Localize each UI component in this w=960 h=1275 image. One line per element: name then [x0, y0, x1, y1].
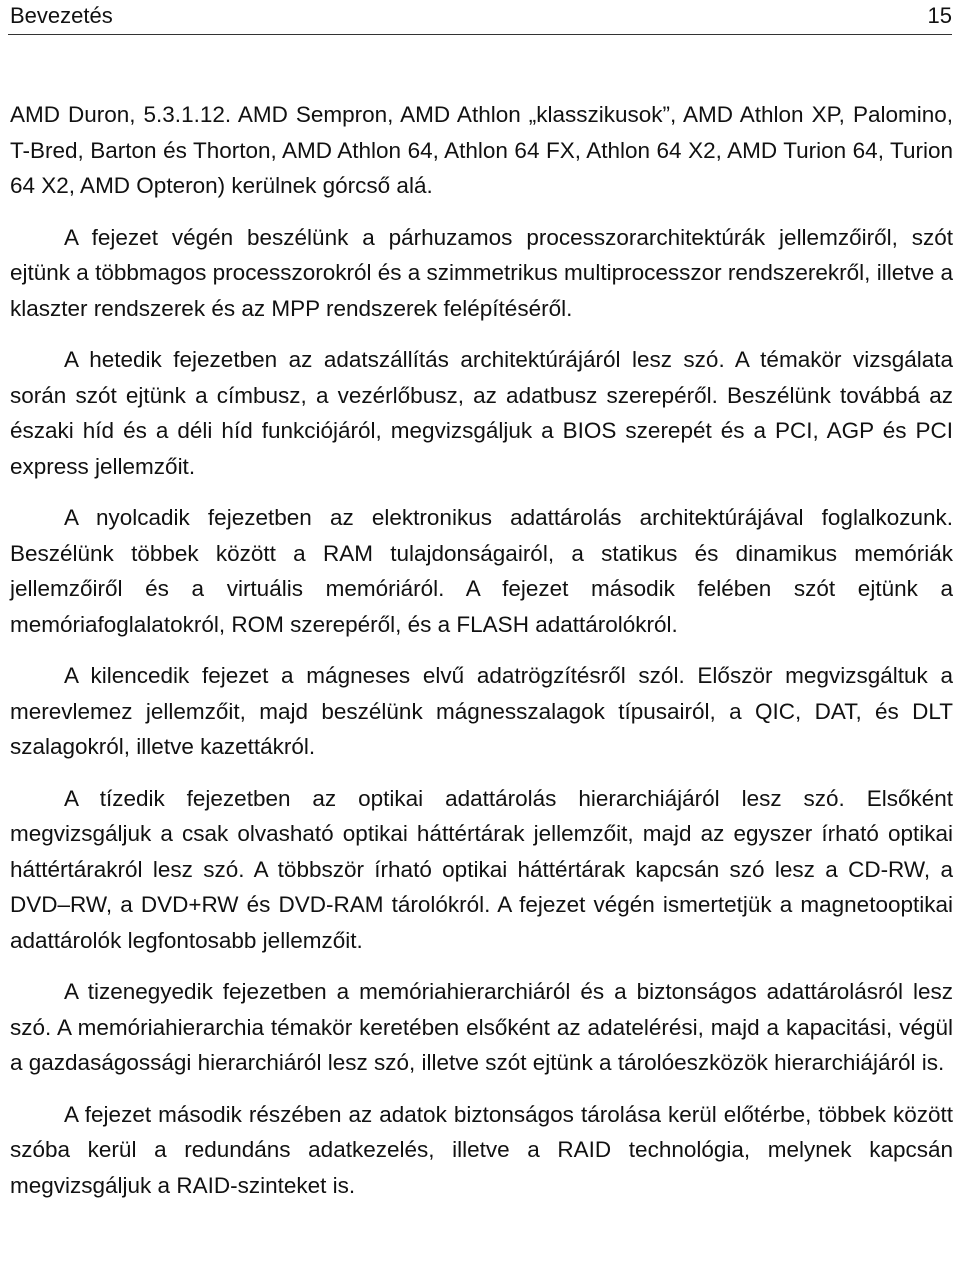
- paragraph: A kilencedik fejezet a mágneses elvű adatrögzítésről szól. Először megvizsgáltuk a merevlemez jellemzőit, majd beszélünk mágnesszalagok típusairól, a QIC, DAT, és DLT szalagokról, illetve kazettákról.: [10, 663, 953, 759]
- page-number: 15: [927, 3, 952, 28]
- paragraph: A fejezet végén beszélünk a párhuzamos processzorarchitektúrák jellemzőiről, szót ejtünk a többmagos processzorokról és a szimmetrikus multiprocesszor rendszerekről, illetve a klaszter rendszerek és az MPP rendszerek felépítéséről.: [10, 224, 953, 321]
- body-text: [10, 97, 953, 1219]
- paragraph: A nyolcadik fejezetben az elektronikus adattárolás architektúrájával foglalkozunk. Beszélünk többek között a RAM tulajdonságairól, a statikus és dinamikus memóriák jellemzőiről és a virtuális memóriáról. A fejezet második felében szót ejtünk a memóriafoglalatokról, ROM szerepéről, és a FLASH adattárolókról.: [10, 505, 953, 637]
- running-title: Bevezetés: [10, 3, 113, 28]
- paragraph: A tízedik fejezetben az optikai adattárolás hierarchiájáról lesz szó. Elsőként megvizsgáljuk a csak olvasható optikai háttértárak jellemzőit, majd az egyszer írható optikai háttértárakról lesz szó. A többször írható optikai háttértárak kapcsán szó lesz a CD-RW, a DVD–RW, a DVD+RW és DVD-RAM tárolókról. A fejezet végén ismertetjük a magnetooptikai adattárolók legfontosabb jellemzőit.: [10, 785, 953, 953]
- paragraph-continuation: AMD Duron, 5.3.1.12. AMD Sempron, AMD Athlon „klasszikusok”, AMD Athlon XP, Palomino, T-Bred, Barton és Thorton, AMD Athlon 64, Athlon 64 FX, Athlon 64 X2, AMD Turion 64, Turion 64 X2, AMD Opteron) kerülnek górcső alá.: [10, 102, 953, 198]
- paragraph: A fejezet második részében az adatok biztonságos tárolása kerül előtérbe, többek között szóba kerül a redundáns adatkezelés, illetve a RAID technológia, melynek kapcsán megvizsgáljuk a RAID-szinteket is.: [10, 1101, 953, 1198]
- paragraph: A hetedik fejezetben az adatszállítás architektúrájáról lesz szó. A témakör vizsgálata során szót ejtünk a címbusz, a vezérlőbusz, az adatbusz szerepéről. Beszélünk továbbá az északi híd és a déli híd funkciójáról, megvizsgáljuk a BIOS szerepét és a PCI, AGP és PCI express jellemzőit.: [10, 347, 953, 479]
- paragraph: A tizenegyedik fejezetben a memóriahierarchiáról és a biztonságos adattárolásról lesz szó. A memóriahierarchia témakör keretében elsőként az adatelérési, majd a kapacitási, végül a gazdaságossági hierarchiáról lesz szó, illetve szót ejtünk a tárolóeszközök hierarchiájáról is.: [10, 979, 953, 1075]
- page-header: [8, 0, 952, 35]
